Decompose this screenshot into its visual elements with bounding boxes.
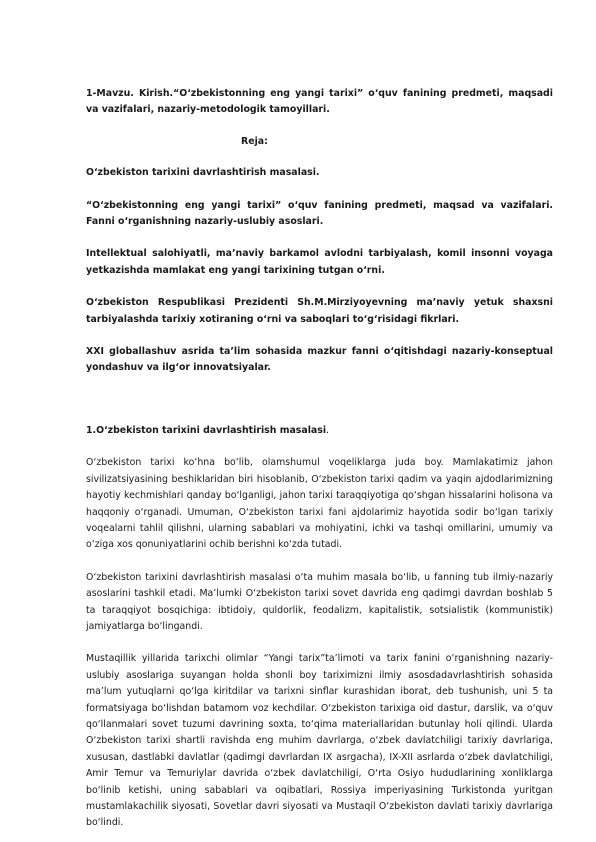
- plan-label: Reja:: [241, 135, 268, 147]
- document-heading: 1-Mavzu. Kirish.“O‘zbekistonning eng yangi tarixi” o‘quv fanining predmeti, maqsadi va vazifalari, nazariy-metodologik tamoyillari.: [86, 88, 553, 116]
- plan-item: O‘zbekiston tarixini davrlashtirish masalasi.: [86, 167, 320, 179]
- plan-item: “O‘zbekistonning eng yangi tarixi” o‘quv fanining predmeti, maqsad va vazifalari. Fanni o‘rganishning nazariy-uslubiy asoslari.: [86, 199, 553, 228]
- plan-item: Intellektual salohiyatli, ma’naviy barkamol avlodni tarbiyalash, komil insonni voyaga yetkazishda mamlakat eng yangi tarixining tutgan o‘rni.: [86, 248, 553, 276]
- plan-item: O‘zbekiston Respublikasi Prezidenti Sh.M.Mirziyoyevning ma’naviy yetuk shaxsni tarbiyalashda tarixiy xotiraning o‘rni va saboqlari to‘g‘risidagi fikrlari.: [86, 297, 553, 325]
- section-title-text: 1.O‘zbekiston tarixini davrlashtirish masalasi: [86, 424, 327, 436]
- plan-item: XXI globallashuv asrida ta’lim sohasida mazkur fanni o‘qitishdagi nazariy-konseptual yondashuv va ilg‘or innovatsiyalar.: [86, 346, 553, 374]
- body-paragraph: O‘zbekiston tarixi ko‘hna bo‘lib, olamshumul voqeliklarga juda boy. Mamlakatimiz jahon sivilizatsiyasining beshiklaridan biri hisoblanib, O‘zbekiston tarixi qadim va yaqin ajdodlarimizning hayotiy kechmishlari qanday bo‘lganligi, jahon tarixi taraqqiyotiga qo‘shgan hissalarini holisona va haqqoniy o‘rganadi. Umuman, O‘zbekiston tarixi fani ajdolarimiz hayotida sodir bo‘lgan tarixiy voqealarni tahlil qilishni, ularning sabablari va mohiyatini, ichki va tashqi omillarini, umumiy va o‘ziga xos qonuniyatlarini ochib berishni ko‘zda tutadi.: [86, 457, 553, 551]
- section-title: [86, 423, 553, 439]
- body-paragraph: O‘zbekiston tarixini davrlashtirish masalasi o‘ta muhim masala bo‘lib, u fanning tub ilmiy-nazariy asoslarini tashkil etadi. Ma’lumki O‘zbekiston tarixi sovet davrida eng qadimgi davrdan boshlab 5 ta taraqqiyot bosqichiga: ibtidoiy, quldorlik, feodalizm, kapitalistik, sotsialistik (kommunistik) jamiyatlarga bo‘lingandi.: [86, 571, 553, 632]
- body-paragraph: Mustaqillik yillarida tarixchi olimlar “Yangi tarix”ta’limoti va tarix fanini o‘rganishning nazariy-uslubiy asoslariga suyangan holda shonli boy tariximizni ilmiy asosdadavrlashtirish sohasida ma’lum yutuqlarni qo‘lga kiritdilar va tarixni sinflar kurashidan iborat, deb tushunish, uni 5 ta formatsiyaga bo‘lishdan batamom voz kechdilar. O‘zbekiston tarixiga oid dastur, darslik, va o‘quv qo‘llanmalari sovet tuzumi davrining soxta, to‘qima materiallaridan butunlay holi qilindi. Ularda O‘zbekiston tarixi shartli ravishda eng muhim davrlarga, o‘zbek davlatchiligi tarixiy davrlariga, xususan, dastlabki davlatlar (qadimgi davrlardan IX asrgacha), IX-XII asrlarda o‘zbek davlatchiligi, Amir Temur va Temuriylar davrida o‘zbek davlatchiligi, O‘rta Osiyo hududlarining xonliklarga bo‘linib ketishi, uning sabablari va oqibatlari, Rossiya imperiyasining Turkistonda yuritgan mustamlakachilik siyosati, Sovetlar davri siyosati va Mustaqil O‘zbekiston davlati tarixiy davrlariga bo‘lindi.: [86, 653, 553, 829]
- section-title-dot: .: [326, 424, 330, 436]
- document-page: [86, 86, 553, 832]
